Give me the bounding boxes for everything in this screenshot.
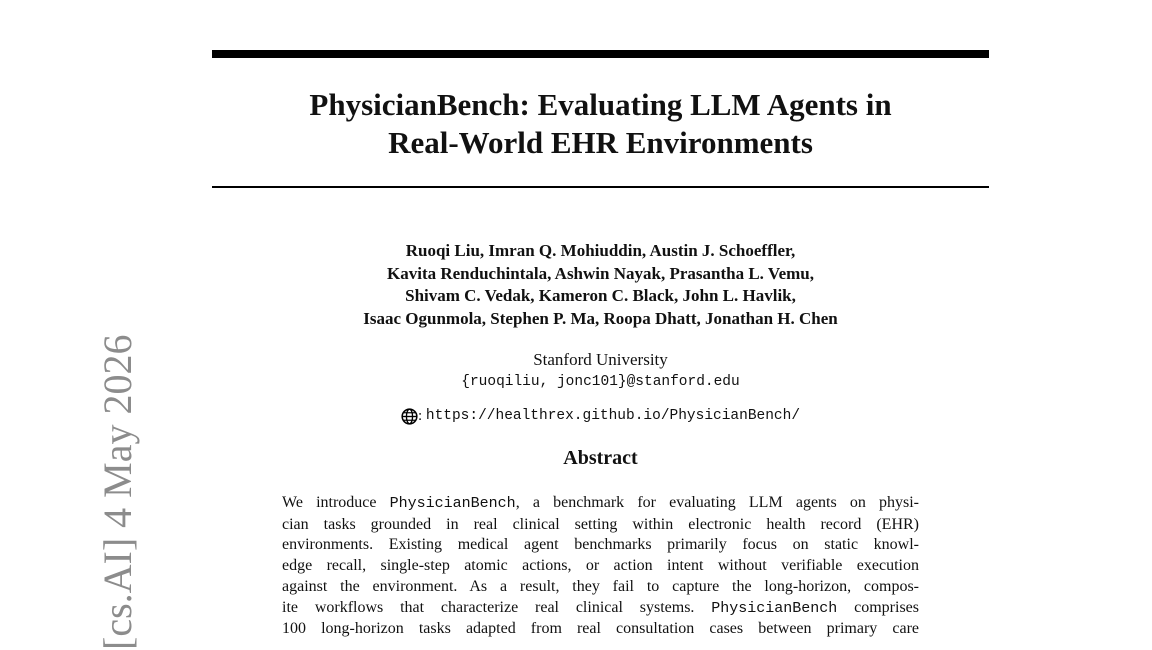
title-top-rule [212, 50, 989, 58]
author-line: Ruoqi Liu, Imran Q. Mohiuddin, Austin J. Schoeffler, [212, 240, 989, 263]
author-line: Kavita Renduchintala, Ashwin Nayak, Prasantha L. Vemu, [212, 263, 989, 286]
abstract-line: edge recall, single-step atomic actions, or action intent without verifiable execution [282, 556, 919, 577]
author-emails: {ruoqiliu, jonc101}@stanford.edu [212, 372, 989, 392]
project-link[interactable] [212, 405, 989, 427]
abstract-line: ite workflows that characterize real clinical systems. PhysicianBench comprises [282, 598, 919, 620]
author-line: Isaac Ogunmola, Stephen P. Ma, Roopa Dhatt, Jonathan H. Chen [212, 308, 989, 331]
author-line: Shivam C. Vedak, Kameron C. Black, John L. Havlik, [212, 285, 989, 308]
abstract-line: 100 long-horizon tasks adapted from real consultation cases between primary care [282, 619, 919, 640]
globe-icon [401, 408, 418, 425]
arxiv-identifier-stamp [28, 0, 88, 648]
abstract-body [282, 493, 919, 640]
arxiv-stamp-text: [cs.AI] 4 May 2026 [98, 335, 138, 650]
abstract-line: against the environment. As a result, they fail to capture the long-horizon, compos- [282, 577, 919, 598]
paper-title-line-2: Real-World EHR Environments [388, 125, 813, 160]
abstract-line: environments. Existing medical agent benchmarks primarily focus on static knowl- [282, 535, 919, 556]
paper-title [212, 86, 989, 162]
abstract-heading: Abstract [212, 445, 989, 471]
project-url[interactable]: https://healthrex.github.io/PhysicianBench/ [426, 405, 800, 427]
benchmark-name: PhysicianBench [390, 495, 516, 512]
affiliation: Stanford University [212, 349, 989, 370]
author-list [212, 240, 989, 330]
title-bottom-rule [212, 186, 989, 188]
benchmark-name: PhysicianBench [711, 600, 837, 617]
abstract-line: cian tasks grounded in real clinical setting within electronic health record (EHR) [282, 515, 919, 536]
abstract-line: We introduce PhysicianBench, a benchmark for evaluating LLM agents on physi- [282, 493, 919, 515]
link-separator: : [418, 405, 422, 427]
paper-title-line-1: PhysicianBench: Evaluating LLM Agents in [309, 87, 891, 122]
